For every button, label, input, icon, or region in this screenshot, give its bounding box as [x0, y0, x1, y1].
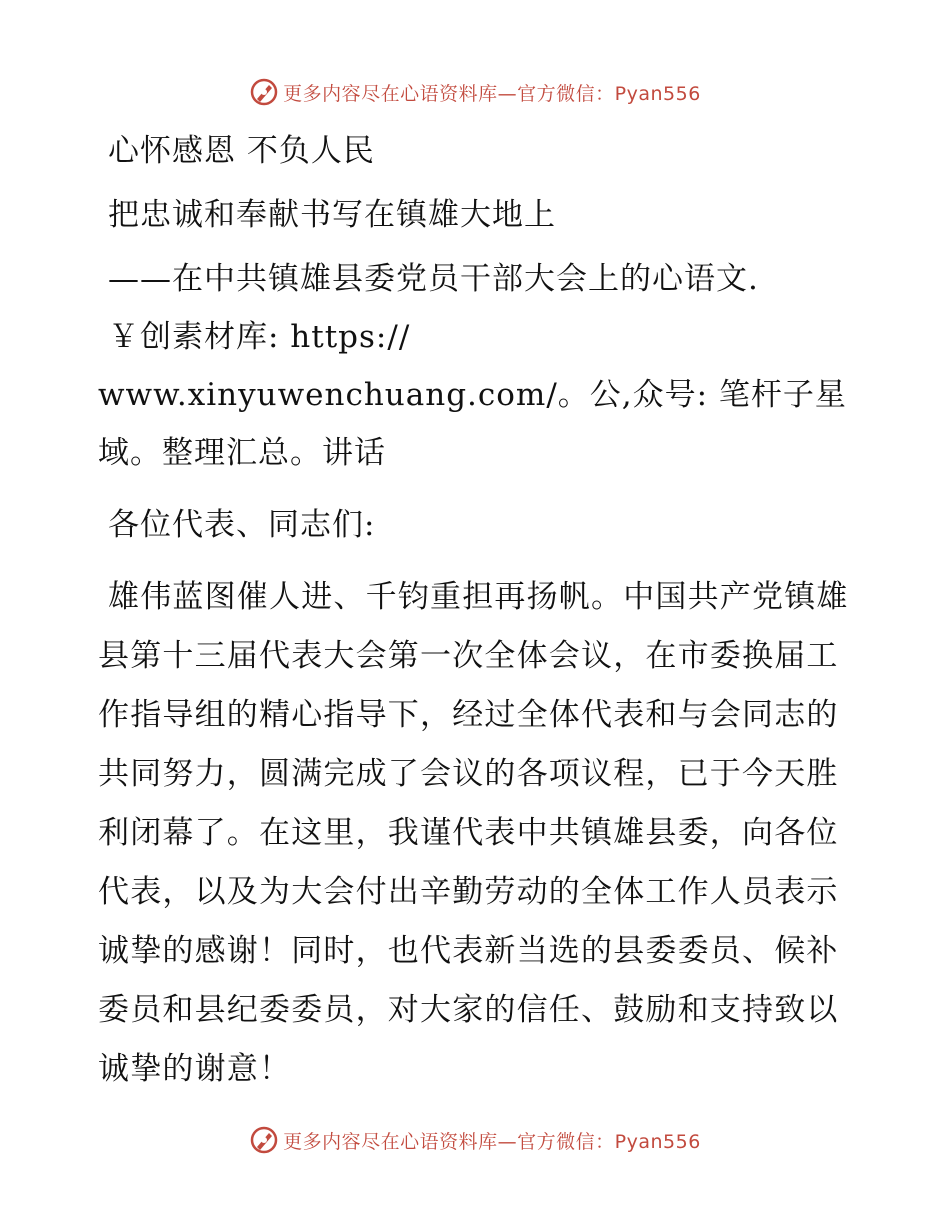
pen-seal-icon — [249, 77, 279, 107]
banner-text: 更多内容尽在心语资料库—官方微信：Pyan556 — [283, 82, 701, 105]
source-line-2: www.xinyuwenchuang.com/。公,众号: 笔杆子星 — [98, 377, 847, 413]
subtitle: ——在中共镇雄县委党员干部大会上的心语文. — [108, 261, 759, 297]
footer-banner — [0, 1120, 950, 1160]
body-paragraph: 雄伟蓝图催人进、千钧重担再扬帆。中国共产党镇雄县第十三届代表大会第一次全体会议，在市委换届工作指导组的精心指导下，经过全体代表和与会同志的共同努力，圆满完成了会议的各项议程，已于今天胜利闭幕了。在这里，我谨代表中共镇雄县委，向各位代表，以及为大会付出辛勤劳动的全体工作人员表示诚挚的感谢！同时，也代表新当选的县委委员、候补委员和县纪委委员，对大家的信任、鼓励和支持致以诚挚的谢意！ — [98, 579, 849, 1087]
title-line-2: 把忠诚和奉献书写在镇雄大地上 — [108, 197, 556, 233]
source-line-3: 域。整理汇总。讲话 — [98, 435, 386, 471]
pen-seal-icon — [249, 1125, 279, 1155]
title-line-1: 心怀感恩 不负人民 — [108, 133, 375, 169]
document-body — [98, 122, 858, 1099]
banner-text: 更多内容尽在心语资料库—官方微信：Pyan556 — [283, 1130, 701, 1153]
header-banner — [0, 72, 950, 112]
source-line-1: ￥创素材库: https:// — [108, 319, 411, 355]
salutation: 各位代表、同志们: — [108, 507, 376, 543]
